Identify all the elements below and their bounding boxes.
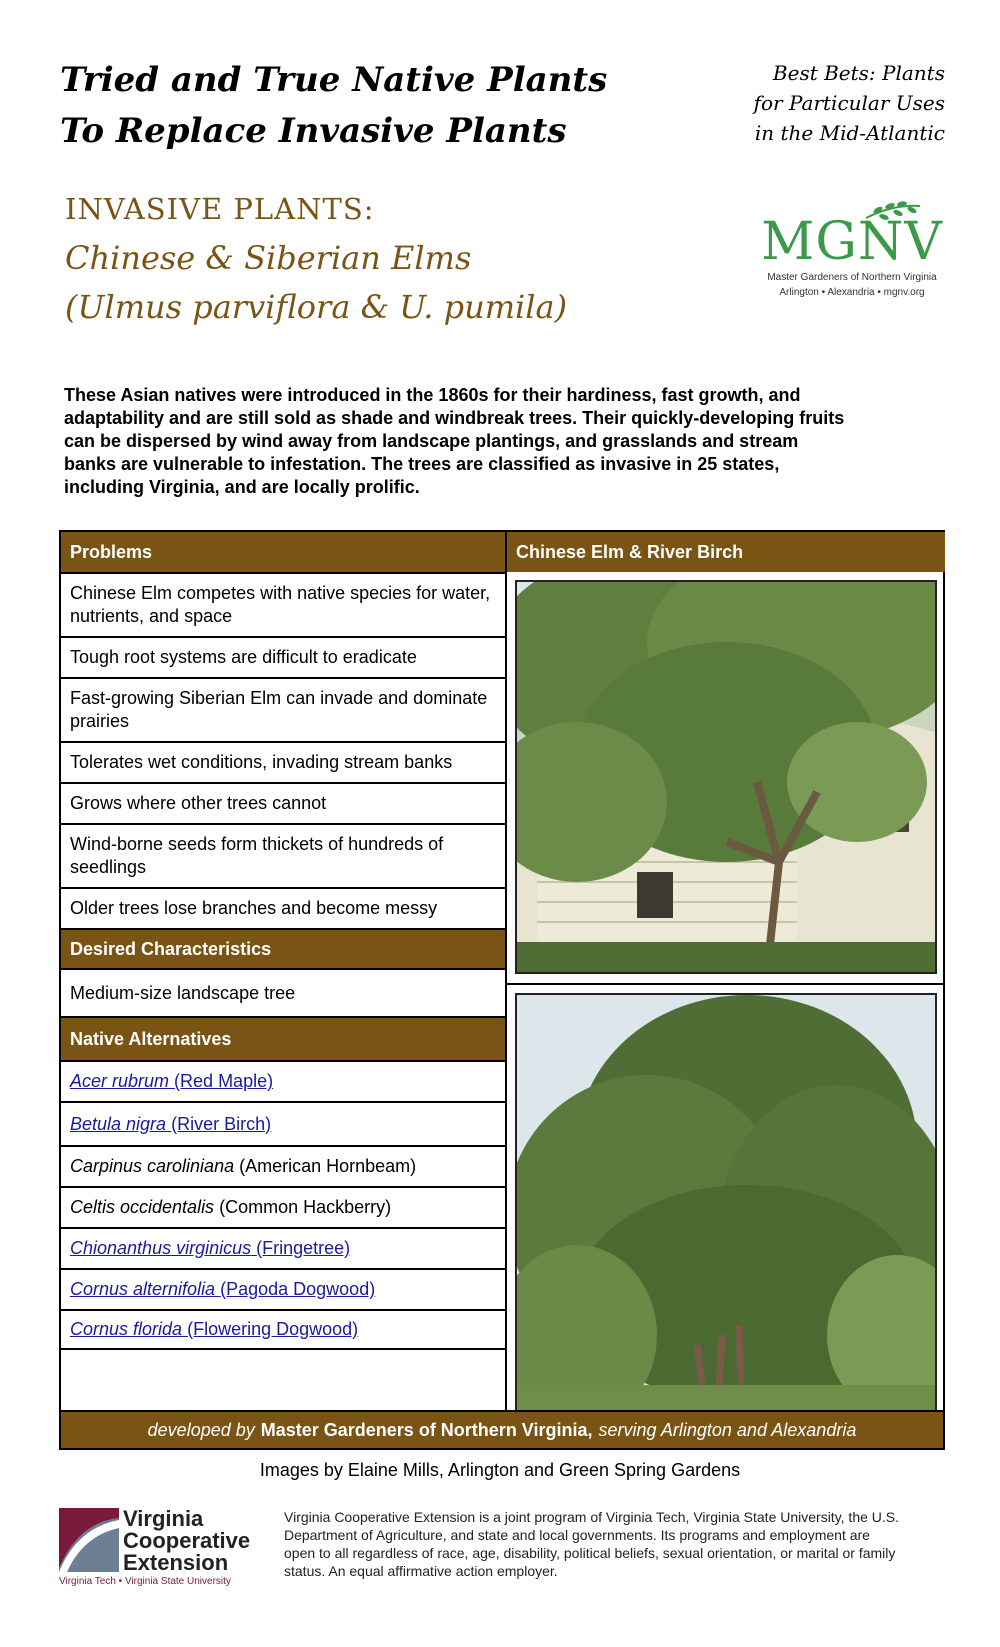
alternative-item-celtis: Celtis occidentalis (Common Hackberry) <box>61 1186 505 1227</box>
alternative-link[interactable]: Cornus alternifolia (Pagoda Dogwood) <box>70 1279 376 1299</box>
series-line-2: for Particular Uses <box>753 91 945 115</box>
title-line-1: Tried and True Native Plants <box>60 60 608 100</box>
vce-tagline: Virginia Tech • Virginia State University <box>59 1576 231 1587</box>
invasive-scientific-names: (Ulmus parviflora & U. pumila) <box>65 288 568 326</box>
alternative-link[interactable]: Chionanthus virginicus (Fringetree) <box>70 1238 351 1258</box>
alternative-item-carpinus: Carpinus caroliniana (American Hornbeam) <box>61 1145 505 1186</box>
problem-item: Older trees lose branches and become messy <box>61 887 505 928</box>
vce-disclaimer: Virginia Cooperative Extension is a joint program of Virginia Tech, Virginia State University, the U.S. Department of Agriculture, and state and local governments. Its programs and employment are open to all regardless of race, age, disability, political beliefs, sexual orientation, or marital or family status. An equal affirmative action employer. <box>284 1509 900 1579</box>
desired-item: Medium-size landscape tree <box>61 968 505 1016</box>
invasive-common-names: Chinese & Siberian Elms <box>65 239 472 277</box>
page-title <box>60 55 680 157</box>
invasive-heading <box>65 185 567 332</box>
problem-item: Chinese Elm competes with native species for water, nutrients, and space <box>61 572 505 636</box>
invasive-label: INVASIVE PLANTS: <box>65 192 375 226</box>
vce-logo <box>59 1508 269 1588</box>
developed-by-band <box>59 1410 945 1450</box>
alternative-item-betula-nigra[interactable] <box>61 1101 505 1145</box>
problem-item: Tough root systems are difficult to eradicate <box>61 636 505 677</box>
image-credits: Images by Elaine Mills, Arlington and Green Spring Gardens <box>259 1460 741 1480</box>
problems-heading: Problems <box>61 532 505 572</box>
series-line-3: in the Mid-Atlantic <box>754 121 945 145</box>
mgnv-wordmark: MGNV <box>761 212 943 272</box>
problem-item: Tolerates wet conditions, invading stream banks <box>61 741 505 782</box>
alternative-link[interactable]: Acer rubrum (Red Maple) <box>70 1071 274 1091</box>
series-tagline <box>645 58 945 148</box>
alternative-item-acer-rubrum[interactable] <box>61 1060 505 1101</box>
intro-paragraph: These Asian natives were introduced in the 1860s for their hardiness, fast growth, and adaptability and are still sold as shade and windbreak trees. Their quickly-developing fruits can be dispersed by wind away from landscape plantings, and grasslands and stream banks are vulnerable to infestation. The trees are classified as invasive in 25 states, including Virginia, and are locally prolific. <box>64 385 845 497</box>
photo-divider <box>507 983 945 985</box>
developed-by-label: developed by <box>147 1419 255 1440</box>
photos-heading: Chinese Elm & River Birch <box>507 532 945 572</box>
vce-swoosh-icon <box>59 1508 119 1572</box>
problem-item: Grows where other trees cannot <box>61 782 505 823</box>
left-column <box>61 532 505 1350</box>
river-birch-image <box>517 995 935 1427</box>
mgnv-locations: Arlington • Alexandria • mgnv.org <box>779 287 925 298</box>
info-table <box>59 530 945 1442</box>
series-line-1: Best Bets: Plants <box>772 61 945 85</box>
mgnv-org-name: Master Gardeners of Northern Virginia <box>767 272 937 283</box>
alternatives-heading: Native Alternatives <box>61 1016 505 1060</box>
problem-item: Wind-borne seeds form thickets of hundreds of seedlings <box>61 823 505 887</box>
problem-item: Fast-growing Siberian Elm can invade and dominate prairies <box>61 677 505 741</box>
alternative-link[interactable]: Betula nigra (River Birch) <box>70 1113 272 1134</box>
alternative-link[interactable]: Cornus florida (Flowering Dogwood) <box>70 1319 359 1339</box>
right-column <box>505 532 945 1440</box>
chinese-elm-image <box>517 582 935 972</box>
developer-org: Master Gardeners of Northern Virginia, <box>260 1419 593 1440</box>
river-birch-photo <box>515 993 937 1429</box>
chinese-elm-photo <box>515 580 937 974</box>
title-line-2: To Replace Invasive Plants <box>60 111 567 151</box>
alternative-item-chionanthus[interactable] <box>61 1227 505 1268</box>
mgnv-logo <box>752 200 952 300</box>
alternative-item-cornus-florida[interactable] <box>61 1309 505 1350</box>
alternative-item-cornus-alternifolia[interactable] <box>61 1268 505 1309</box>
desired-heading: Desired Characteristics <box>61 928 505 968</box>
serving-area: serving Arlington and Alexandria <box>598 1419 857 1440</box>
vce-wordmark: Virginia Cooperative Extension <box>123 1506 251 1575</box>
